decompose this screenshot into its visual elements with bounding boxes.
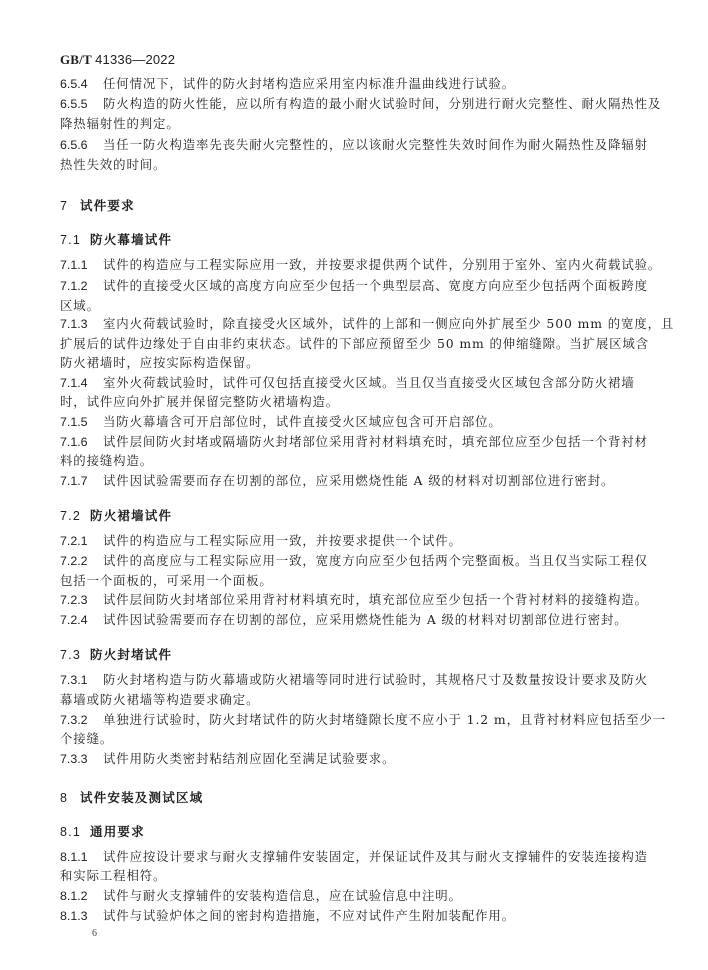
clause-8-1-2 (60, 888, 630, 904)
clause-8-1-1-cont: 和实际工程相符。 (60, 868, 167, 883)
clause-7-2-3 (60, 592, 648, 608)
clause-7-1-5 (60, 414, 630, 430)
section-heading-7-2 (60, 506, 172, 524)
clause-text: 试件因试验需要而存在切割的部位，应采用燃烧性能 A 级的材料对切割部位进行密封。 (103, 473, 615, 488)
clause-label: 7.2.1 (60, 534, 88, 548)
clause-7-3-2-cont: 个接缝。 (60, 731, 114, 746)
heading-title: 通用要求 (90, 824, 145, 839)
section-heading-7-3 (60, 645, 172, 663)
heading-number: 7.3 (60, 648, 81, 662)
chapter-heading-7 (60, 196, 135, 214)
clause-7-1-6-cont: 料的接缝构造。 (60, 453, 154, 468)
clause-label: 7.1.6 (60, 435, 88, 449)
clause-7-2-4 (60, 612, 630, 628)
clause-label: 7.3.3 (60, 752, 88, 766)
clause-6-5-4 (60, 76, 630, 92)
clause-label: 6.5.4 (60, 77, 88, 91)
clause-7-1-4 (60, 375, 635, 391)
chapter-heading-8 (60, 788, 203, 806)
section-heading-7-1 (60, 230, 172, 248)
heading-title: 防火幕墙试件 (90, 232, 173, 247)
clause-7-1-3-cont-1: 扩展后的试件边缘处于自由非约束状态。试件的下部应预留至少 50 mm 的伸缩缝隙。当扩展区域含 (60, 336, 650, 351)
heading-number: 7.1 (60, 233, 81, 247)
clause-6-5-6-cont: 热性失效的时间。 (60, 157, 167, 172)
clause-text: 防火构造的防火性能，应以所有构造的最小耐火试验时间，分别进行耐火完整性、耐火隔热性及 (103, 96, 662, 111)
clause-text: 试件的高度应与工程实际应用一致，宽度方向应至少包括两个完整面板。当且仅当实际工程仅 (103, 553, 648, 568)
clause-text: 试件与耐火支撑辅件的安装构造信息，应在试验信息中注明。 (103, 888, 462, 903)
clause-7-3-1 (60, 672, 648, 688)
heading-number: 8 (60, 791, 69, 805)
clause-text: 当任一防火构造率先丧失耐火完整性的，应以该耐火完整性失效时间作为耐火隔热性及降辐射 (103, 137, 648, 152)
clause-7-1-3 (60, 316, 675, 332)
clause-text: 试件与试验炉体之间的密封构造措施，不应对试件产生附加装配作用。 (103, 908, 516, 923)
standard-number: 41336—2022 (95, 52, 176, 67)
clause-label: 7.1.2 (60, 279, 88, 293)
clause-8-1-1 (60, 849, 648, 865)
clause-7-2-2-cont: 包括一个面板的，可采用一个面板。 (60, 573, 273, 588)
clause-7-3-3 (60, 751, 630, 767)
clause-7-1-6 (60, 434, 648, 450)
clause-label: 7.1.1 (60, 258, 88, 272)
clause-text: 室内火荷载试验时，除直接受火区域外，试件的上部和一侧应向外扩展至少 500 mm 的宽度，且 (103, 316, 675, 331)
heading-title: 防火裙墙试件 (90, 508, 173, 523)
clause-8-1-3 (60, 908, 630, 924)
clause-label: 7.1.5 (60, 415, 88, 429)
clause-label: 7.2.2 (60, 554, 88, 568)
heading-title: 试件要求 (80, 198, 135, 213)
clause-text: 试件层间防火封堵或隔墙防火封堵部位采用背衬材料填充时，填充部位应至少包括一个背衬材 (103, 434, 648, 449)
heading-title: 试件安装及测试区域 (80, 790, 204, 805)
clause-text: 防火封堵构造与防火幕墙或防火裙墙等同时进行试验时，其规格尺寸及数量按设计要求及防火 (103, 672, 648, 687)
clause-6-5-5-cont: 降热辐射性的判定。 (60, 116, 180, 131)
section-heading-8-1 (60, 822, 145, 840)
clause-label: 7.2.3 (60, 593, 88, 607)
clause-7-3-2 (60, 712, 667, 728)
clause-text: 试件的构造应与工程实际应用一致，并按要求提供一个试件。 (103, 533, 462, 548)
clause-text: 当防火幕墙含可开启部位时，试件直接受火区域应包含可开启部位。 (103, 414, 502, 429)
clause-label: 7.2.4 (60, 613, 88, 627)
clause-label: 6.5.5 (60, 97, 88, 111)
clause-7-2-2 (60, 553, 648, 569)
clause-text: 试件的构造应与工程实际应用一致，并按要求提供两个试件，分别用于室外、室内火荷载试验。 (103, 257, 662, 272)
clause-7-1-7 (60, 473, 630, 489)
clause-label: 8.1.3 (60, 909, 88, 923)
clause-label: 6.5.6 (60, 138, 88, 152)
clause-label: 8.1.1 (60, 850, 88, 864)
clause-label: 7.3.1 (60, 673, 88, 687)
heading-number: 7.2 (60, 509, 81, 523)
clause-text: 室外火荷载试验时，试件可仅包括直接受火区域。当且仅当直接受火区域包含部分防火裙墙 (103, 375, 635, 390)
clause-text: 任何情况下，试件的防火封堵构造应采用室内标准升温曲线进行试验。 (103, 76, 516, 91)
clause-label: 7.1.7 (60, 474, 88, 488)
clause-text: 试件用防火类密封粘结剂应固化至满足试验要求。 (103, 751, 396, 766)
clause-7-1-2 (60, 278, 648, 294)
clause-7-1-2-cont: 区域。 (60, 298, 100, 313)
clause-7-1-3-cont-2: 防火裙墙时，应按实际构造保留。 (60, 355, 260, 370)
heading-title: 防火封堵试件 (90, 647, 173, 662)
clause-7-1-4-cont: 时，试件应向外扩展并保留完整防火裙墙构造。 (60, 394, 340, 409)
clause-text: 试件因试验需要而存在切割的部位，应采用燃烧性能为 A 级的材料对切割部位进行密封。 (103, 612, 628, 627)
heading-number: 7 (60, 199, 69, 213)
clause-text: 试件应按设计要求与耐火支撑辅件安装固定，并保证试件及其与耐火支撑辅件的安装连接构造 (103, 849, 648, 864)
standard-header (60, 52, 175, 68)
clause-7-1-1 (60, 257, 662, 273)
clause-label: 8.1.2 (60, 889, 88, 903)
clause-6-5-5 (60, 96, 662, 112)
clause-text: 试件的直接受火区域的高度方向应至少包括一个典型层高、宽度方向应至少包括两个面板跨度 (103, 278, 648, 293)
page-number: 6 (92, 928, 97, 939)
clause-7-3-1-cont: 幕墙或防火裙墙等构造要求确定。 (60, 692, 260, 707)
clause-6-5-6 (60, 137, 648, 153)
clause-label: 7.3.2 (60, 713, 88, 727)
clause-text: 单独进行试验时，防火封堵试件的防火封堵缝隙长度不应小于 1.2 m，且背衬材料应包括至少一 (103, 712, 667, 727)
clause-label: 7.1.4 (60, 376, 88, 390)
clause-label: 7.1.3 (60, 317, 88, 331)
heading-number: 8.1 (60, 825, 81, 839)
clause-7-2-1 (60, 533, 630, 549)
standard-code: GB/T (60, 52, 92, 67)
clause-text: 试件层间防火封堵部位采用背衬材料填充时，填充部位应至少包括一个背衬材料的接缝构造。 (103, 592, 648, 607)
